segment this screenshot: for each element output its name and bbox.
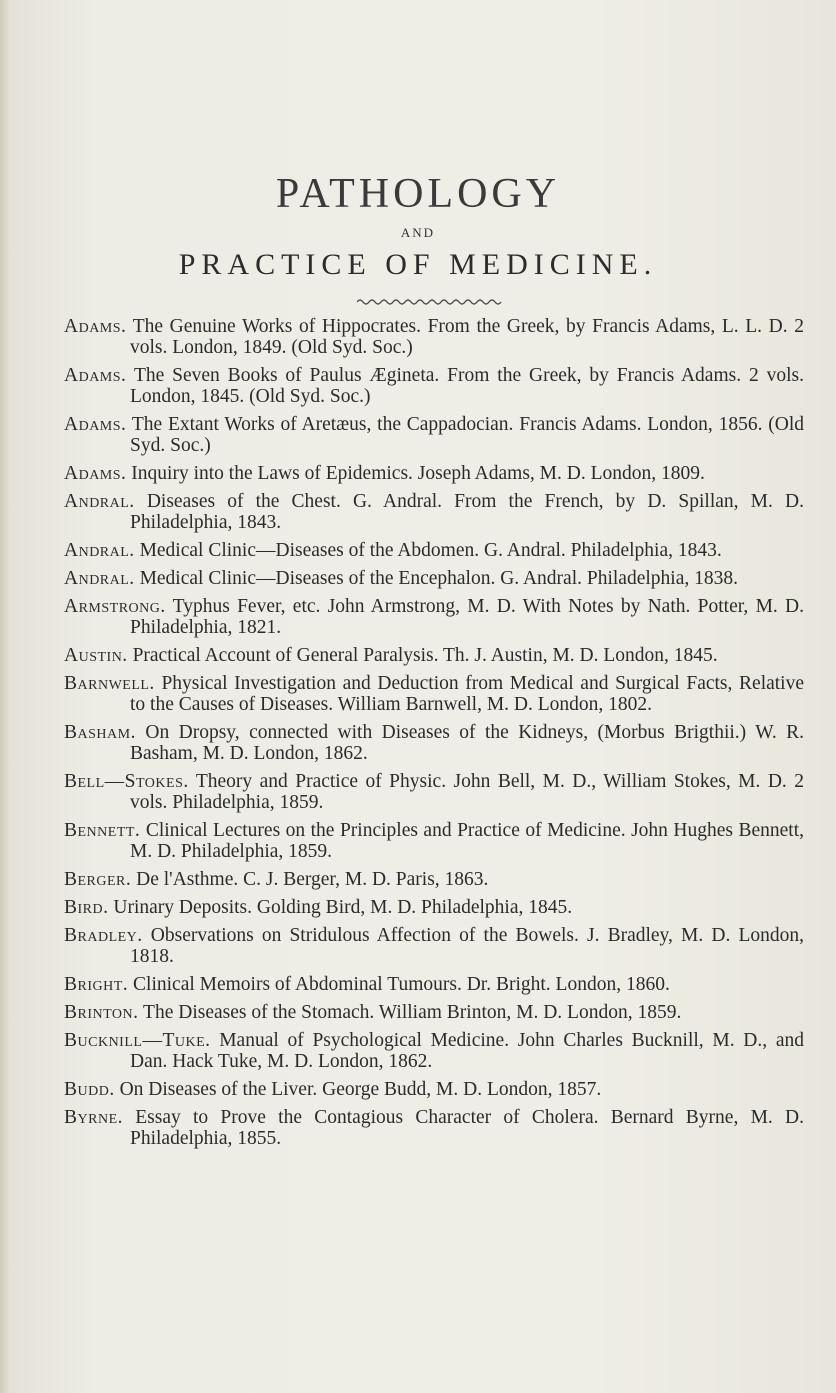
entry-author: Brinton. bbox=[64, 1002, 139, 1023]
bibliography-entry bbox=[64, 673, 804, 715]
entry-author: Byrne. bbox=[64, 1107, 123, 1128]
bibliography-entry bbox=[64, 491, 804, 533]
bibliography-entry bbox=[64, 974, 804, 995]
entry-author: Berger. bbox=[64, 869, 132, 890]
entry-author: Adams. bbox=[64, 463, 127, 484]
bibliography-entry bbox=[64, 1002, 804, 1023]
entry-text: Typhus Fever, etc. John Armstrong, M. D. With Notes by Nath. Potter, M. D. Philadelphia, 1821. bbox=[130, 596, 804, 638]
entry-text: Diseases of the Chest. G. Andral. From the French, by D. Spillan, M. D. Philadelphia, 1843. bbox=[130, 491, 804, 533]
entry-author: Bennett. bbox=[64, 820, 141, 841]
bibliography-entry bbox=[64, 365, 804, 407]
entry-text: Physical Investigation and Deduction from Medical and Surgical Facts, Relative to the Causes of Diseases. William Barnwell, M. D. London, 1802. bbox=[130, 673, 805, 715]
bibliography-entry bbox=[64, 645, 804, 666]
entry-text: Medical Clinic—Diseases of the Encephalon. G. Andral. Philadelphia, 1838. bbox=[139, 568, 738, 589]
entry-author: Andral. bbox=[64, 540, 135, 561]
entry-author: Bucknill—Tuke. bbox=[64, 1030, 211, 1051]
entry-author: Basham. bbox=[64, 722, 136, 743]
entry-author: Andral. bbox=[64, 491, 135, 512]
bibliography-entry bbox=[64, 414, 804, 456]
page-title-and: AND bbox=[400, 225, 436, 240]
entry-text: Practical Account of General Paralysis. Th. J. Austin, M. D. London, 1845. bbox=[132, 645, 718, 666]
bibliography-entry bbox=[64, 820, 804, 862]
entry-text: Clinical Memoirs of Abdominal Tumours. Dr. Bright. London, 1860. bbox=[133, 974, 670, 995]
entry-text: Observations on Stridulous Affection of the Bowels. J. Bradley, M. D. London, 1818. bbox=[130, 925, 805, 967]
bibliography-entry bbox=[64, 1030, 804, 1072]
page-title-pathology: PATHOLOGY bbox=[275, 171, 561, 217]
bibliography-entry bbox=[64, 596, 804, 638]
entry-text: Inquiry into the Laws of Epidemics. Joseph Adams, M. D. London, 1809. bbox=[131, 463, 705, 484]
entry-text: The Seven Books of Paulus Ægineta. From the Greek, by Francis Adams. 2 vols. London, 1845. (Old Syd. Soc.) bbox=[130, 365, 804, 407]
bibliography-entry bbox=[64, 897, 804, 918]
entry-text: The Genuine Works of Hippocrates. From the Greek, by Francis Adams, L. L. D. 2 vols. London, 1849. (Old Syd. Soc.) bbox=[130, 316, 804, 358]
wavy-divider-ornament bbox=[357, 297, 503, 307]
entry-text: Clinical Lectures on the Principles and Practice of Medicine. John Hughes Bennett, M. D. Philadelphia, 1859. bbox=[130, 820, 805, 862]
entry-text: Theory and Practice of Physic. John Bell, M. D., William Stokes, M. D. 2 vols. Philadelphia, 1859. bbox=[130, 771, 804, 813]
bibliography-entry bbox=[64, 722, 804, 764]
page-title-practice-of-medicine: PRACTICE OF MEDICINE. bbox=[178, 248, 658, 281]
bibliography-entry bbox=[64, 1079, 804, 1100]
bibliography-entry bbox=[64, 869, 804, 890]
entry-text: Essay to Prove the Contagious Character of Cholera. Bernard Byrne, M. D. Philadelphia, 1855. bbox=[130, 1107, 805, 1149]
bibliography-entry bbox=[64, 771, 804, 813]
entry-author: Barnwell. bbox=[64, 673, 155, 694]
entry-author: Bradley. bbox=[64, 925, 143, 946]
entry-author: Budd. bbox=[64, 1079, 115, 1100]
entry-author: Bird. bbox=[64, 897, 109, 918]
bibliography-entry bbox=[64, 316, 804, 358]
entry-text: The Diseases of the Stomach. William Brinton, M. D. London, 1859. bbox=[143, 1002, 682, 1023]
bibliography-entry bbox=[64, 925, 804, 967]
bibliography-entry bbox=[64, 568, 804, 589]
entry-author: Austin. bbox=[64, 645, 128, 666]
entry-text: On Dropsy, connected with Diseases of the Kidneys, (Morbus Brigthii.) W. R. Basham, M. D. London, 1862. bbox=[130, 722, 805, 764]
entry-text: Urinary Deposits. Golding Bird, M. D. Philadelphia, 1845. bbox=[113, 897, 573, 918]
entry-text: The Extant Works of Aretæus, the Cappadocian. Francis Adams. London, 1856. (Old Syd. Soc.) bbox=[130, 414, 804, 456]
entry-author: Bright. bbox=[64, 974, 129, 995]
entry-author: Armstrong. bbox=[64, 596, 166, 617]
bibliography-entry bbox=[64, 463, 804, 484]
entry-author: Adams. bbox=[64, 365, 127, 386]
entry-text: De l'Asthme. C. J. Berger, M. D. Paris, 1863. bbox=[136, 869, 489, 890]
entry-author: Adams. bbox=[64, 414, 127, 435]
bibliography-entry bbox=[64, 1107, 804, 1149]
entry-author: Adams. bbox=[64, 316, 127, 337]
entry-text: Medical Clinic—Diseases of the Abdomen. G. Andral. Philadelphia, 1843. bbox=[139, 540, 722, 561]
entry-author: Bell—Stokes. bbox=[64, 771, 189, 792]
entry-author: Andral. bbox=[64, 568, 135, 589]
entry-text: On Diseases of the Liver. George Budd, M. D. London, 1857. bbox=[119, 1079, 602, 1100]
bibliography-entry bbox=[64, 540, 804, 561]
entry-text: Manual of Psychological Medicine. John Charles Bucknill, M. D., and Dan. Hack Tuke, M. D. London, 1862. bbox=[130, 1030, 805, 1072]
bibliography-list bbox=[64, 316, 804, 1149]
